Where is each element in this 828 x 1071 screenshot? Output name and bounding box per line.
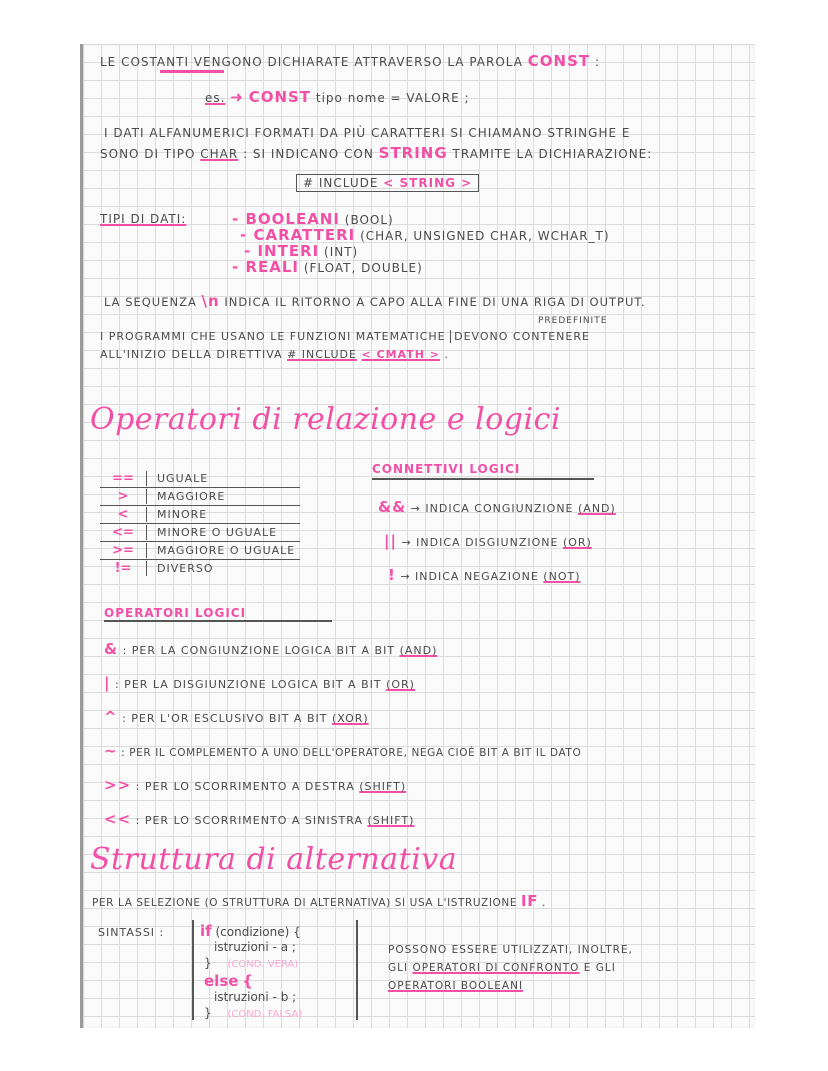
const-underline — [160, 70, 224, 73]
code-cond-false: (COND. FALSA) — [227, 1009, 303, 1020]
relational-symbol: >= — [100, 543, 147, 558]
bitwise-text: : PER IL COMPLEMENTO A UNO DELL'OPERATORE, NEGA CIOÈ BIT A BIT IL DATO — [121, 747, 582, 759]
connective-item — [384, 532, 592, 550]
example-line — [205, 88, 470, 106]
bitwise-item — [104, 674, 415, 692]
type-detail: (INT) — [324, 245, 359, 259]
connective-text: → INDICA DISGIUNZIONE — [401, 536, 559, 549]
type-name: - CARATTERI — [240, 226, 356, 244]
bitwise-symbol: >> — [104, 776, 132, 794]
newline-suffix: INDICA IL RITORNO A CAPO ALLA FINE DI UNA RIGA DI OUTPUT. — [224, 295, 646, 309]
code-brace: } — [204, 1006, 212, 1020]
note-line-2-a: GLI — [388, 962, 409, 974]
connectives-title-rule — [372, 478, 594, 480]
table-row — [100, 542, 300, 560]
relational-label: MINORE — [157, 508, 208, 521]
include-text: # INCLUDE — [303, 176, 379, 190]
code-brace: } — [204, 956, 212, 970]
math-line-1-end: DEVONO CONTENERE — [450, 330, 590, 343]
relational-label: MINORE O UGUALE — [157, 526, 278, 539]
bitwise-item — [104, 742, 581, 760]
note-line-3: OPERATORI BOOLEANI — [388, 980, 524, 992]
bitwise-item — [104, 776, 406, 794]
connective-tag: (OR) — [562, 536, 592, 549]
if-keyword: IF — [521, 892, 539, 910]
code-line-a: istruzioni - a ; — [214, 940, 296, 954]
connective-text: → INDICA CONGIUNZIONE — [410, 502, 574, 515]
syntax-rule-left — [192, 920, 194, 1020]
bitwise-title-rule — [104, 620, 332, 622]
section-title-operators: Operatori di relazione e logici — [90, 402, 561, 437]
const-keyword: CONST — [527, 52, 591, 70]
bitwise-text: : PER L'OR ESCLUSIVO BIT A BIT — [122, 712, 328, 725]
math-include: # INCLUDE — [287, 348, 357, 361]
connective-tag: (NOT) — [543, 570, 581, 583]
include-string-box — [296, 174, 479, 192]
strings-line-2-b: : SI INDICANO CON — [243, 147, 374, 161]
note-line-2-b: E GLI — [583, 962, 616, 974]
connective-text: → INDICA NEGAZIONE — [400, 570, 539, 583]
code-else-brace: { — [242, 972, 253, 990]
math-line-2 — [100, 348, 449, 361]
cmath-keyword: < CMATH > — [361, 348, 440, 361]
code-if-line — [200, 922, 301, 940]
example-keyword: CONST — [248, 88, 312, 106]
syntax-label: SINTASSI : — [98, 926, 165, 939]
bitwise-tag: (AND) — [399, 644, 438, 657]
type-detail: (FLOAT, DOUBLE) — [303, 261, 423, 275]
relational-label: UGUALE — [157, 472, 209, 485]
relational-symbol: <= — [100, 525, 147, 540]
strings-line-2-c: TRAMITE LA DICHIARAZIONE: — [452, 147, 653, 161]
connective-symbol: && — [378, 498, 407, 516]
strings-line-1: I DATI ALFANUMERICI FORMATI DA PIÙ CARATTERI SI CHIAMANO STRINGHE E — [104, 126, 631, 140]
bitwise-tag: (SHIFT) — [359, 780, 407, 793]
math-line-1 — [100, 330, 590, 343]
type-name: - INTERI — [244, 242, 320, 260]
relational-table — [100, 470, 300, 577]
types-label: TIPI DI DATI: — [100, 212, 187, 226]
connective-item — [388, 566, 581, 584]
newline-line — [104, 292, 646, 310]
char-word: CHAR — [200, 147, 239, 161]
bitwise-text: : PER LO SCORRIMENTO A SINISTRA — [135, 814, 363, 827]
type-detail: (CHAR, UNSIGNED CHAR, WCHAR_T) — [360, 229, 610, 243]
bitwise-tag: (OR) — [386, 678, 415, 691]
newline-keyword: \n — [201, 292, 220, 310]
math-line-2-text: ALL'INIZIO DELLA DIRETTIVA — [100, 348, 283, 361]
const-line — [100, 52, 600, 70]
connective-symbol: ! — [388, 566, 396, 584]
code-if-keyword: if — [200, 922, 212, 940]
const-line-prefix: LE COSTANTI VENGONO DICHIARATE ATTRAVERSO LA PAROLA — [100, 55, 523, 69]
selection-line — [92, 892, 546, 910]
type-item — [232, 258, 423, 276]
relational-symbol: < — [100, 507, 147, 522]
include-string-keyword: < STRING > — [383, 176, 473, 190]
bitwise-symbol: & — [104, 640, 119, 658]
table-row — [100, 470, 300, 488]
bitwise-symbol: ~ — [104, 742, 118, 760]
connective-tag: (AND) — [578, 502, 616, 515]
selection-prefix: PER LA SELEZIONE (O STRUTTURA DI ALTERNATIVA) SI USA L'ISTRUZIONE — [92, 897, 518, 909]
code-close-1 — [204, 956, 298, 970]
code-else-keyword: else — [204, 972, 239, 990]
bitwise-item — [104, 640, 437, 658]
code-if-rest: (condizione) { — [215, 925, 301, 939]
bitwise-item — [104, 810, 414, 828]
newline-prefix: LA SEQUENZA — [104, 295, 197, 309]
code-else-line — [204, 972, 253, 990]
table-row — [100, 506, 300, 524]
relational-symbol: > — [100, 489, 147, 504]
bitwise-text: : PER LA CONGIUNZIONE LOGICA BIT A BIT — [122, 644, 396, 657]
connective-symbol: || — [384, 532, 397, 550]
bitwise-text: : PER LA DISGIUNZIONE LOGICA BIT A BIT — [114, 678, 382, 691]
relational-symbol: != — [100, 561, 147, 576]
relational-label: MAGGIORE — [157, 490, 226, 503]
table-row — [100, 488, 300, 506]
bitwise-tag: (XOR) — [331, 712, 369, 725]
connective-item — [378, 498, 616, 516]
const-line-suffix: : — [594, 55, 601, 69]
relational-label: MAGGIORE O UGUALE — [157, 544, 296, 557]
bitwise-symbol: | — [104, 674, 111, 692]
math-end: . — [444, 348, 449, 361]
note-line-2 — [388, 962, 616, 974]
note-line-1: POSSONO ESSERE UTILIZZATI, INOLTRE, — [388, 944, 633, 956]
table-row — [100, 524, 300, 542]
bitwise-tag: (SHIFT) — [367, 814, 415, 827]
relational-symbol: == — [100, 471, 147, 486]
predefinite-note: PREDEFINITE — [538, 316, 608, 326]
connectives-title: CONNETTIVI LOGICI — [372, 462, 521, 476]
math-line-1-text: I PROGRAMMI CHE USANO LE FUNZIONI MATEMATICHE — [100, 330, 446, 343]
section-title-alternative: Struttura di alternativa — [90, 842, 458, 877]
bitwise-text: : PER LO SCORRIMENTO A DESTRA — [135, 780, 355, 793]
selection-end: . — [542, 897, 546, 909]
string-keyword: STRING — [378, 144, 448, 162]
bitwise-title: OPERATORI LOGICI — [104, 606, 247, 620]
type-name: - BOOLEANI — [232, 210, 340, 228]
syntax-rule-right — [356, 920, 358, 1020]
bitwise-symbol: ^ — [104, 708, 118, 726]
code-close-2 — [204, 1006, 302, 1020]
note-line-2-ul: OPERATORI DI CONFRONTO — [412, 962, 580, 974]
arrow-icon: ➜ — [230, 88, 244, 106]
bitwise-symbol: << — [104, 810, 132, 828]
table-row — [100, 560, 300, 577]
type-name: - REALI — [232, 258, 299, 276]
type-detail: (BOOL) — [344, 213, 394, 227]
bitwise-item — [104, 708, 369, 726]
code-cond-true: (COND. VERA) — [227, 959, 299, 970]
strings-line-2-a: SONO DI TIPO — [100, 147, 196, 161]
example-rest: tipo nome = VALORE ; — [315, 91, 470, 105]
example-label: es. — [205, 91, 226, 105]
relational-label: DIVERSO — [157, 562, 214, 575]
code-line-b: istruzioni - b ; — [214, 990, 297, 1004]
strings-line-2 — [100, 144, 652, 162]
